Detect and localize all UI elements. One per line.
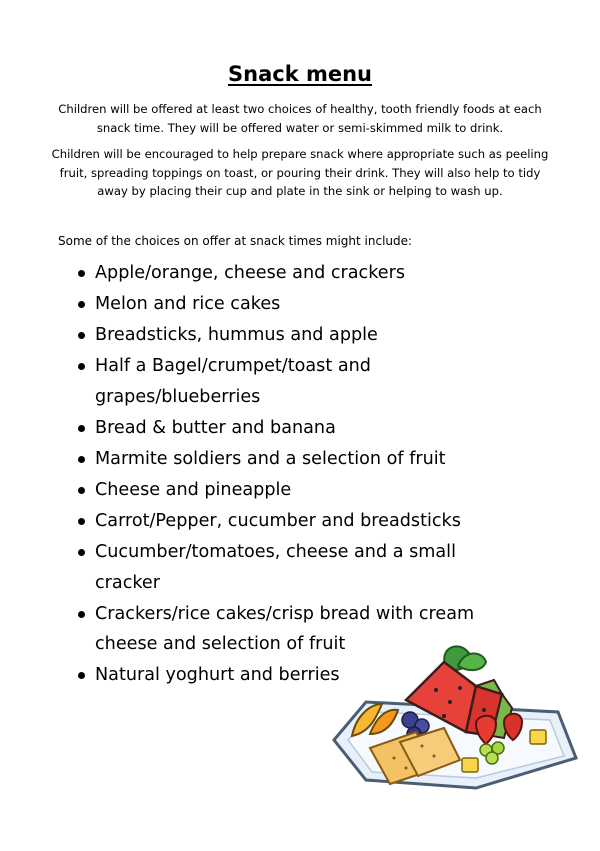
snack-item: Breadsticks, hummus and apple [95,320,515,351]
snack-item: Bread & butter and banana [95,413,515,444]
intro-paragraph-1: Children will be offered at least two choices of healthy, tooth friendly foods at each snack time. They will be offered water or semi-skimmed milk to drink. [58,102,542,135]
snack-item: Carrot/Pepper, cucumber and breadsticks [95,506,515,537]
snack-item: Apple/orange, cheese and crackers [95,258,515,289]
intro-paragraph-2: Children will be encouraged to help prepare snack where appropriate such as peeling fruit, spreading toppings on toast, or pouring their drink. They will also help to tidy away by placing their cup and plate in the sink or helping to wash up. [51,147,549,198]
snack-item: Cheese and pineapple [95,475,515,506]
snack-list [95,258,515,692]
snack-plate-illustration [326,640,582,790]
snack-item: Melon and rice cakes [95,289,515,320]
snack-list-lead: Some of the choices on offer at snack times might include: [58,234,413,248]
snack-item: Half a Bagel/crumpet/toast and grapes/blueberries [95,351,515,412]
snack-item: Crackers/rice cakes/crisp bread with cream cheese and selection of fruit [95,599,515,660]
snack-item: Cucumber/tomatoes, cheese and a small cracker [95,537,515,598]
snack-item: Marmite soldiers and a selection of fruit [95,444,515,475]
snack-item: Natural yoghurt and berries [95,660,515,691]
pineapple-icon [462,758,478,772]
page-title: Snack menu [228,62,372,86]
